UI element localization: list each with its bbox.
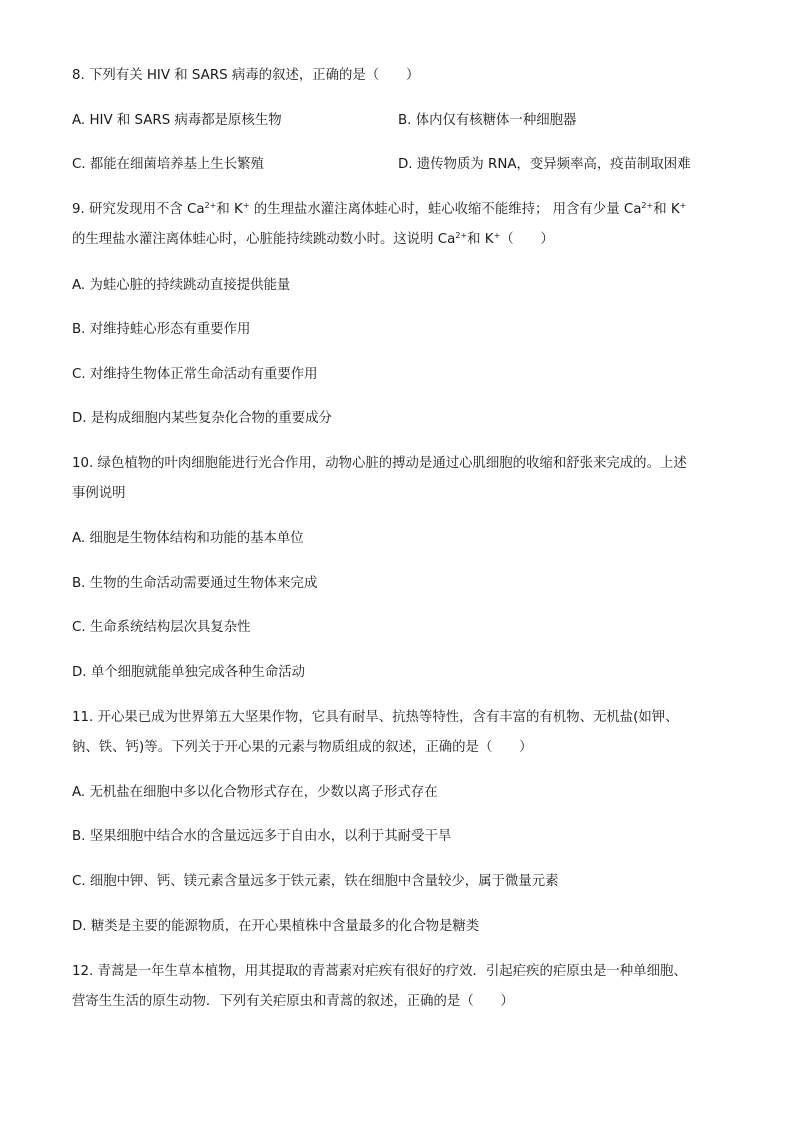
question-9-option-b: B. 对维持蛙心形态有重要作用 (72, 322, 251, 337)
question-9-stem-line-1 (72, 200, 686, 220)
question-9-option-c: C. 对维持生物体正常生命活动有重要作用 (72, 367, 318, 382)
question-8-option-d: D. 遗传物质为 RNA，变异频率高，疫苗制取困难 (398, 157, 691, 172)
question-10-option-a: A. 细胞是生物体结构和功能的基本单位 (72, 531, 304, 546)
question-9-option-a: A. 为蛙心脏的持续跳动直接提供能量 (72, 278, 291, 293)
superscript: + (242, 201, 250, 210)
question-8-option-a: A. HIV 和 SARS 病毒都是原核生物 (72, 113, 282, 128)
question-10-option-b: B. 生物的生命活动需要通过生物体来完成 (72, 576, 318, 591)
superscript: + (679, 201, 687, 210)
superscript: 2+ (641, 201, 654, 210)
stem-text: 的生理盐水灌注离体蛙心时，心脏能持续跳动数小时。这说明 Ca (72, 232, 456, 247)
question-9-option-d: D. 是构成细胞内某些复杂化合物的重要成分 (72, 411, 332, 426)
stem-text: 的生理盐水灌注离体蛙心时，蛙心收缩不能维持； 用含有少量 Ca (249, 202, 642, 217)
superscript: 2+ (204, 201, 217, 210)
question-11-stem-line-2: 钠、铁、钙)等。下列关于开心果的元素与物质组成的叙述，正确的是（ ） (72, 740, 533, 755)
stem-text: （ ） (500, 232, 554, 247)
question-10-stem-line-2: 事例说明 (72, 486, 126, 501)
stem-text: 和 K (216, 202, 243, 217)
superscript: + (493, 231, 501, 240)
question-8-option-c: C. 都能在细菌培养基上生长繁殖 (72, 157, 264, 172)
question-11-option-a: A. 无机盐在细胞中多以化合物形式存在，少数以离子形式存在 (72, 785, 438, 800)
question-8-option-b: B. 体内仅有核糖体一种细胞器 (398, 113, 577, 128)
question-12-stem-line-1: 12. 青蒿是一年生草本植物，用其提取的青蒿素对疟疾有很好的疗效．引起疟疾的疟原虫是一种单细胞、 (72, 964, 687, 979)
question-10-option-d: D. 单个细胞就能单独完成各种生命活动 (72, 665, 306, 680)
question-10-option-c: C. 生命系统结构层次具复杂性 (72, 620, 251, 635)
stem-text: 和 K (467, 232, 494, 247)
question-10-stem-line-1: 10. 绿色植物的叶肉细胞能进行光合作用，动物心脏的搏动是通过心肌细胞的收缩和舒张来完成的。上述 (72, 456, 687, 471)
question-11-option-c: C. 细胞中钾、钙、镁元素含量远多于铁元素，铁在细胞中含量较少，属于微量元素 (72, 874, 559, 889)
stem-text: 9. 研究发现用不含 Ca (72, 202, 205, 217)
question-11-option-d: D. 糖类是主要的能源物质，在开心果植株中含量最多的化合物是糖类 (72, 919, 480, 934)
stem-text: 和 K (653, 202, 680, 217)
superscript: 2+ (455, 231, 468, 240)
question-11-option-b: B. 坚果细胞中结合水的含量远远多于自由水，以利于其耐受干旱 (72, 829, 452, 844)
question-11-stem-line-1: 11. 开心果已成为世界第五大坚果作物，它具有耐旱、抗热等特性，含有丰富的有机物、无机盐(如钾、 (72, 710, 679, 725)
question-12-stem-line-2: 营寄生生活的原生动物．下列有关疟原虫和青蒿的叙述，正确的是（ ） (72, 994, 514, 1009)
question-9-stem-line-2 (72, 230, 554, 250)
question-8-stem: 8. 下列有关 HIV 和 SARS 病毒的叙述，正确的是（ ） (72, 68, 420, 83)
